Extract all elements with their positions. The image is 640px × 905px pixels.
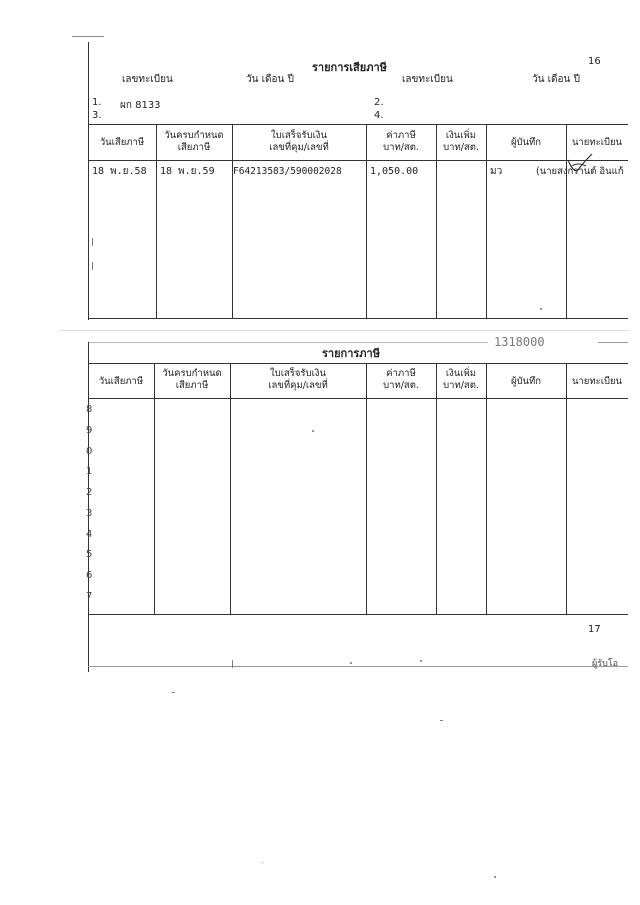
reg-num-3: 3. bbox=[92, 110, 102, 121]
scan-speck bbox=[440, 720, 443, 721]
table1-header-tax: ค่าภาษี บาท/สต. bbox=[383, 130, 419, 153]
table2-col-divider bbox=[436, 363, 437, 614]
reg-num-1: 1. bbox=[92, 97, 102, 108]
table1-col-divider bbox=[486, 124, 487, 318]
scan-speck bbox=[262, 862, 263, 863]
table1-top-line bbox=[88, 124, 628, 125]
page-title: รายการเสียภาษี bbox=[312, 61, 387, 74]
row-registrar: (นายสงกรานต์ อินแก้ bbox=[536, 166, 624, 177]
faded-line bbox=[598, 342, 628, 343]
table2-header-surcharge: เงินเพิ่ม บาท/สต. bbox=[443, 368, 479, 391]
table2-bottom-line bbox=[88, 614, 628, 615]
row-number: 5 bbox=[86, 549, 93, 560]
table2-header-line bbox=[88, 398, 628, 399]
table1-header-due-date: วันครบกำหนด เสียภาษี bbox=[164, 130, 224, 153]
row-due-date: 18 พ.ย.59 bbox=[160, 166, 215, 177]
date-header-right: วัน เดือน ปี bbox=[532, 74, 580, 85]
row-number: 9 bbox=[86, 425, 93, 436]
table1-header-line bbox=[88, 160, 628, 161]
row-tax: 1,050.00 bbox=[370, 166, 419, 177]
faded-line bbox=[88, 666, 628, 667]
table1-header-surcharge: เงินเพิ่ม บาท/สต. bbox=[443, 130, 479, 153]
page-divide bbox=[60, 330, 630, 331]
table2-top-line bbox=[88, 363, 628, 364]
signature bbox=[566, 152, 596, 182]
scan-speck bbox=[540, 308, 542, 310]
table2-header-paid-date: วันเสียภาษี bbox=[98, 376, 144, 387]
scan-speck bbox=[92, 238, 93, 246]
scan-speck bbox=[312, 430, 314, 432]
reg-value-1: ผก 8133 bbox=[120, 100, 161, 111]
table2-col-divider bbox=[366, 363, 367, 614]
scan-mark bbox=[72, 36, 104, 37]
row-number: 7 bbox=[86, 591, 93, 602]
footer-partial: ผู้รับโอ bbox=[592, 659, 619, 669]
scan-speck bbox=[92, 262, 93, 270]
table1-bottom-line bbox=[88, 318, 628, 319]
row-number: 8 bbox=[86, 404, 93, 415]
faded-line bbox=[88, 342, 488, 343]
page-1-left-border bbox=[88, 42, 89, 320]
table2-header-tax: ค่าภาษี บาท/สต. bbox=[383, 368, 419, 391]
row-recorder: มว bbox=[490, 166, 503, 177]
table2-header-due-date: วันครบกำหนด เสียภาษี bbox=[162, 368, 222, 391]
scan-speck bbox=[172, 692, 175, 693]
reg-num-4: 4. bbox=[374, 110, 384, 121]
scan-speck bbox=[232, 660, 233, 668]
table2-header-recorder: ผู้บันทึก bbox=[510, 376, 542, 387]
row-number: 3 bbox=[86, 508, 93, 519]
date-header-left: วัน เดือน ปี bbox=[246, 74, 294, 85]
row-number: 0 bbox=[86, 446, 93, 457]
row-number: 1 bbox=[86, 466, 93, 477]
reg-header-left: เลขทะเบียน bbox=[122, 74, 173, 85]
table2-col-divider bbox=[230, 363, 231, 614]
table1-header-receipt: ใบเสร็จรับเงิน เลขที่คุม/เลขที่ bbox=[269, 130, 329, 153]
row-number: 4 bbox=[86, 529, 93, 540]
scan-speck bbox=[494, 876, 496, 878]
row-paid-date: 18 พ.ย.58 bbox=[92, 166, 147, 177]
page-number: 17 bbox=[588, 624, 601, 635]
row-receipt: F64213583/590002028 bbox=[233, 166, 342, 177]
reg-header-right: เลขทะเบียน bbox=[402, 74, 453, 85]
row-number: 2 bbox=[86, 487, 93, 498]
table1-header-recorder: ผู้บันทึก bbox=[510, 137, 542, 148]
table1-header-paid-date: วันเสียภาษี bbox=[99, 137, 145, 148]
table2-col-divider bbox=[566, 363, 567, 614]
table1-header-registrar: นายทะเบียน bbox=[571, 137, 623, 148]
table2-col-divider bbox=[486, 363, 487, 614]
stray-number: 1318000 bbox=[494, 335, 545, 349]
page-2-left-border bbox=[88, 342, 89, 672]
page-title: รายการภาษี bbox=[322, 347, 380, 360]
page-number: 16 bbox=[588, 56, 601, 67]
table2-header-receipt: ใบเสร็จรับเงิน เลขที่คุม/เลขที่ bbox=[268, 368, 328, 391]
table2-header-registrar: นายทะเบียน bbox=[571, 376, 623, 387]
reg-num-2: 2. bbox=[374, 97, 384, 108]
row-number: 6 bbox=[86, 570, 93, 581]
scan-speck bbox=[350, 662, 352, 664]
scan-speck bbox=[420, 660, 422, 662]
table2-col-divider bbox=[154, 363, 155, 614]
